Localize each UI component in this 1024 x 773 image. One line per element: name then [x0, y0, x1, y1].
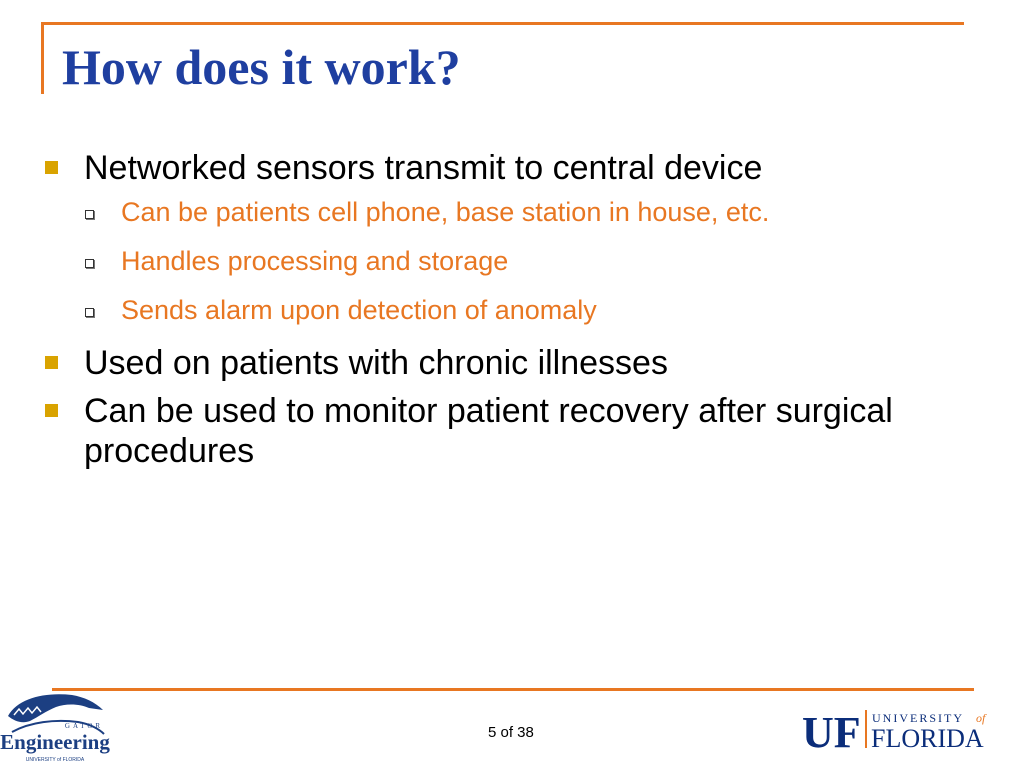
hollow-square-bullet-icon: [85, 259, 94, 268]
svg-text:UNIVERSITY: UNIVERSITY: [872, 711, 964, 725]
slide-body: [40, 148, 960, 479]
bullet-text: Can be used to monitor patient recovery after surgical procedures: [84, 392, 893, 470]
hollow-square-bullet-icon: [85, 308, 94, 317]
svg-text:of: of: [976, 711, 986, 725]
svg-text:GATOR: GATOR: [64, 722, 104, 730]
sub-bullet-text: Can be patients cell phone, base station in house, etc.: [121, 197, 770, 227]
square-bullet-icon: [45, 161, 58, 174]
university-of-florida-logo-icon: [800, 706, 1006, 752]
top-border-line: [41, 22, 964, 25]
left-border-line: [41, 22, 44, 94]
sub-bullet-text: Sends alarm upon detection of anomaly: [121, 295, 597, 325]
svg-text:Engineering: Engineering: [0, 730, 110, 754]
bullet-text: Used on patients with chronic illnesses: [84, 344, 668, 382]
sub-bullet-text: Handles processing and storage: [121, 246, 509, 276]
svg-text:FLORIDA: FLORIDA: [871, 724, 984, 752]
uf-logo: [800, 706, 1006, 757]
bullet-item: [40, 148, 960, 188]
sub-bullet-list: [40, 196, 960, 326]
footer-divider: [52, 688, 974, 691]
page-indicator: 5 of 38: [488, 724, 534, 741]
hollow-square-bullet-icon: [85, 210, 94, 219]
gator-engineering-logo: [0, 690, 110, 773]
bullet-item: [40, 391, 960, 471]
square-bullet-icon: [45, 356, 58, 369]
square-bullet-icon: [45, 404, 58, 417]
bullet-item: [40, 343, 960, 383]
slide-title: How does it work?: [62, 39, 461, 95]
bullet-text: Networked sensors transmit to central device: [84, 149, 763, 187]
gator-icon: [0, 690, 110, 768]
sub-bullet-item: [40, 294, 960, 326]
svg-text:UF: UF: [802, 708, 861, 752]
sub-bullet-item: [40, 196, 960, 228]
sub-bullet-item: [40, 245, 960, 277]
svg-text:UNIVERSITY of FLORIDA: UNIVERSITY of FLORIDA: [25, 757, 85, 763]
